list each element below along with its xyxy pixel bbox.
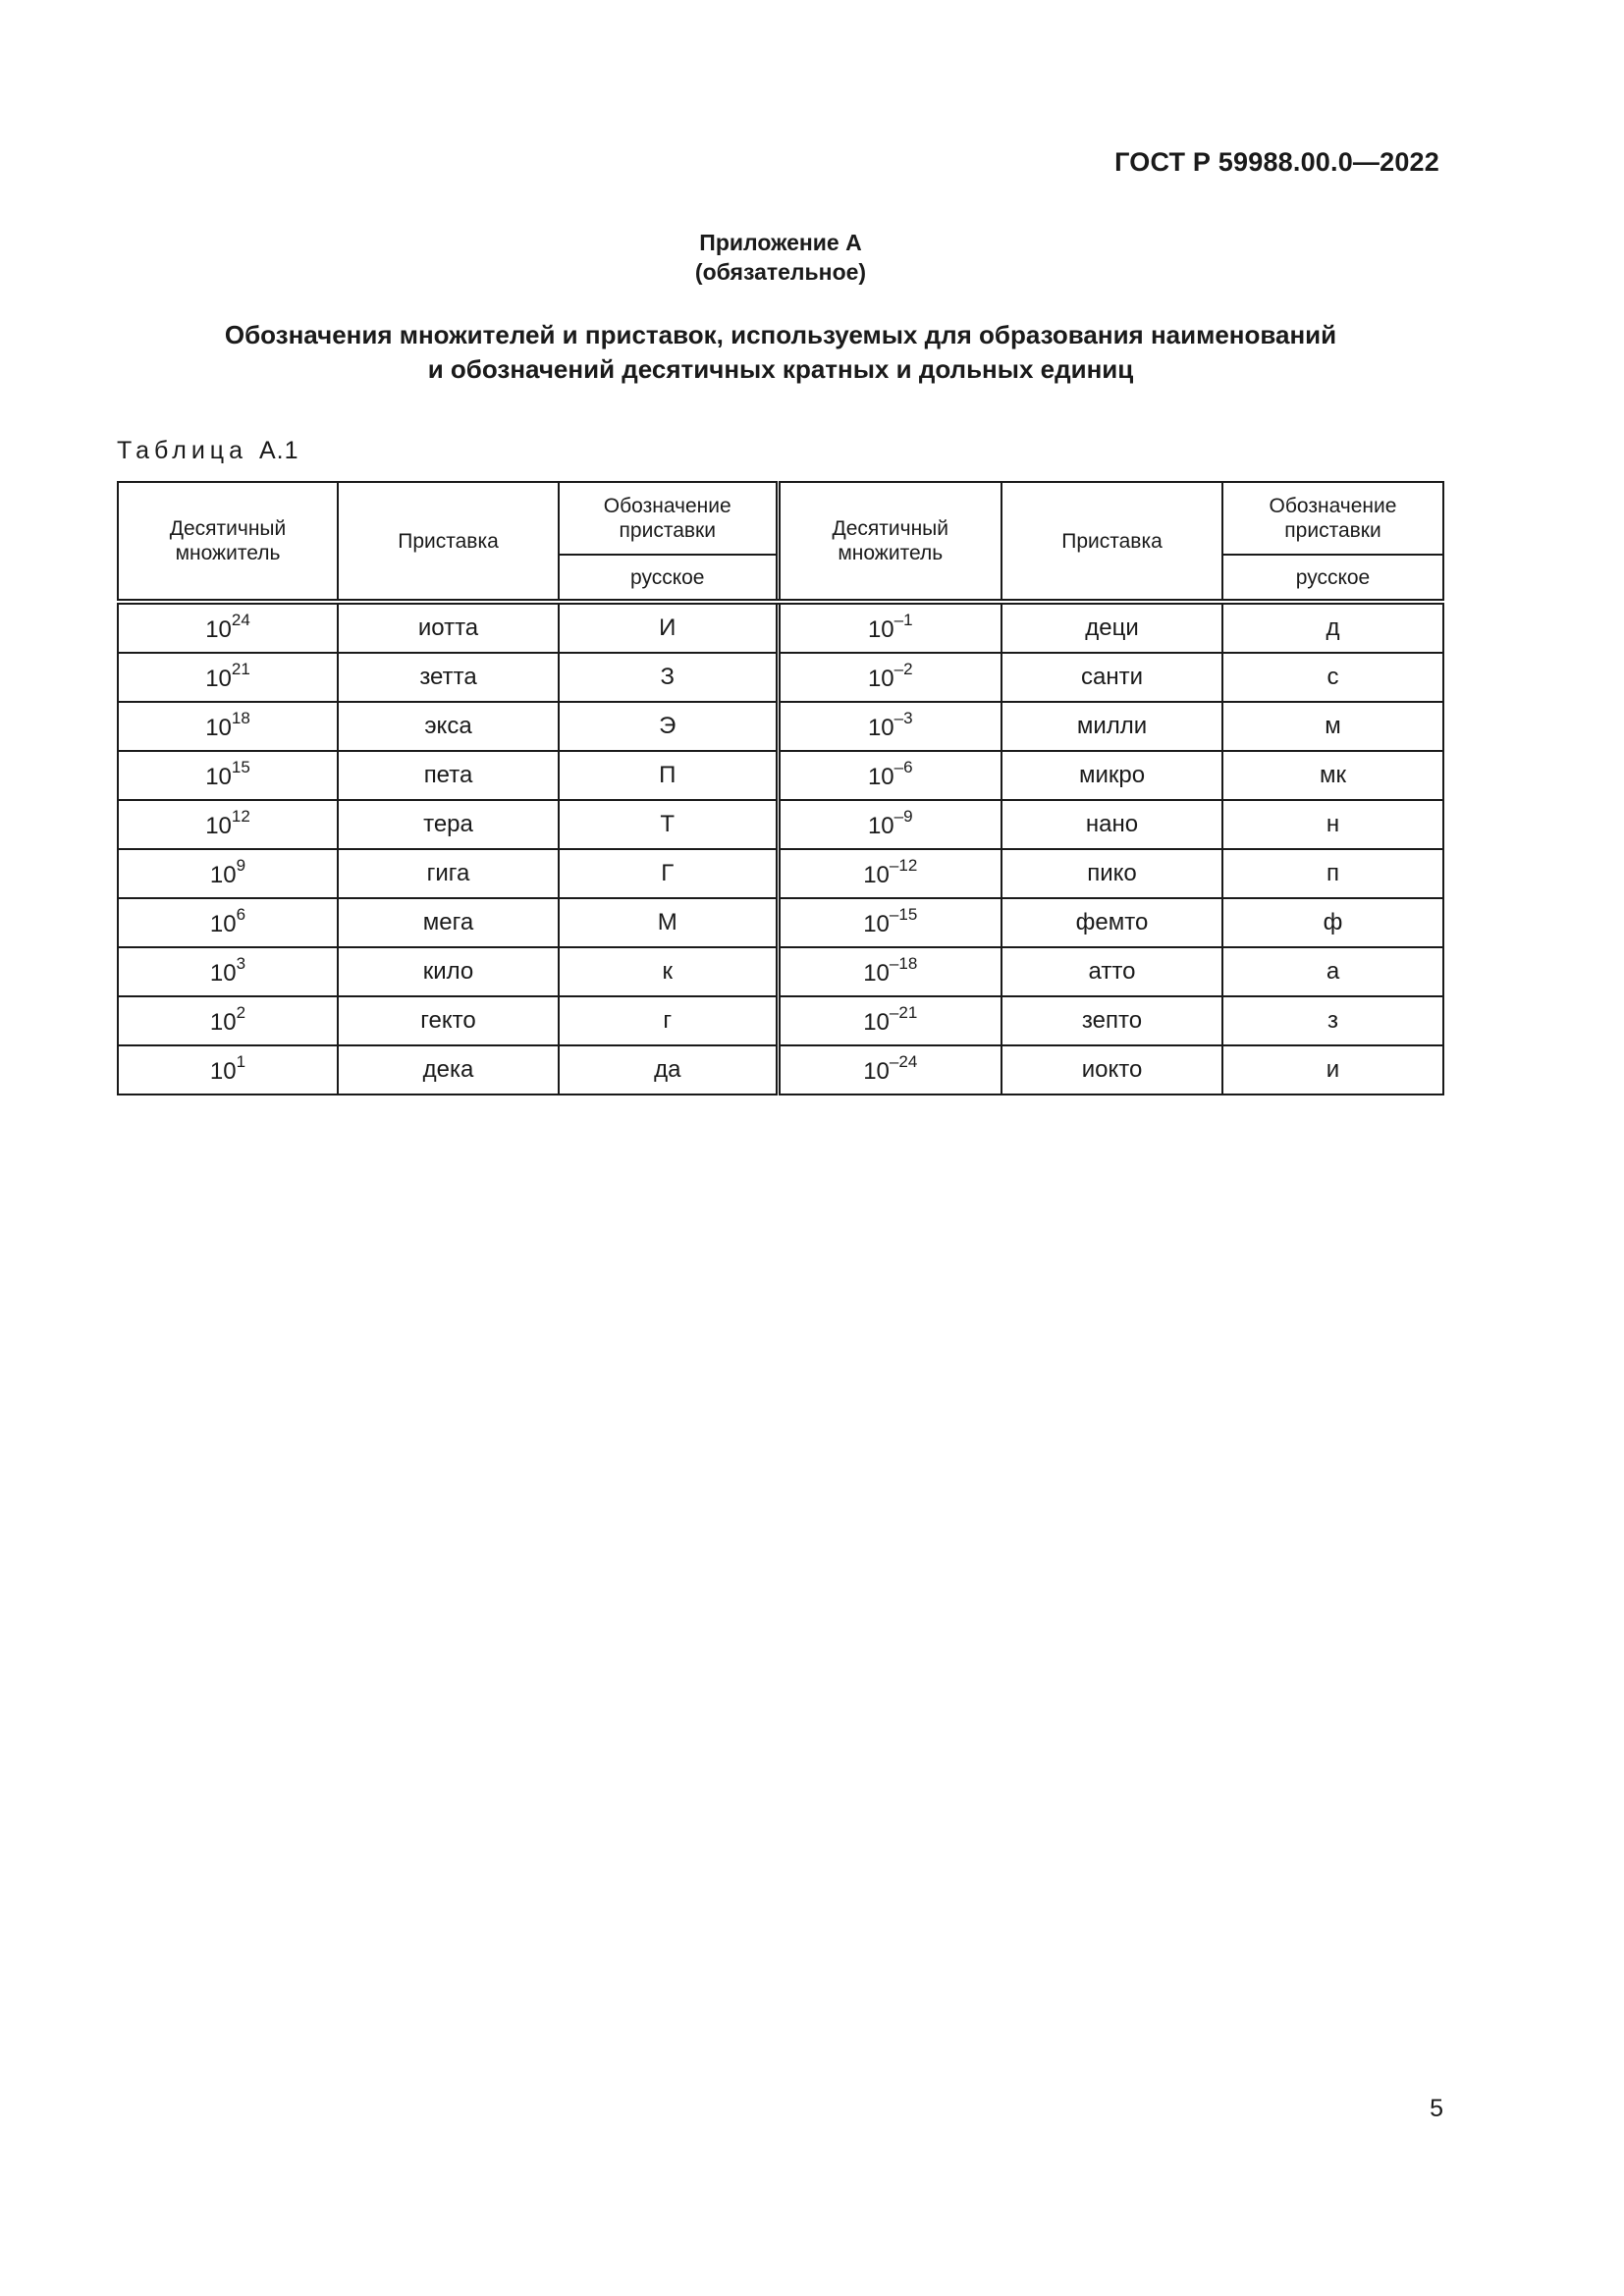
multiplier-exponent: 6: [236, 904, 246, 924]
multiplier-cell: [778, 653, 1001, 702]
multiplier-exponent: 18: [231, 708, 250, 727]
symbol-cell: Э: [559, 702, 778, 751]
document-code: ГОСТ Р 59988.00.0—2022: [1114, 147, 1439, 177]
multiplier-base: 10: [209, 861, 237, 888]
symbol-cell: Т: [559, 800, 778, 849]
multiplier-base: 10: [867, 812, 894, 839]
multiplier-exponent: 1: [236, 1051, 246, 1071]
symbol-cell: г: [559, 996, 778, 1045]
prefix-cell: кило: [338, 947, 559, 996]
multiplier-base: 10: [867, 763, 894, 790]
multiplier-cell: [778, 702, 1001, 751]
prefix-cell: дека: [338, 1045, 559, 1095]
symbol-cell: мк: [1222, 751, 1443, 800]
multiplier-cell: [118, 702, 338, 751]
symbol-cell: М: [559, 898, 778, 947]
prefix-cell: милли: [1001, 702, 1222, 751]
header-prefix: Приставка: [338, 482, 559, 602]
multiplier-exponent: 15: [231, 757, 250, 776]
symbol-cell: З: [559, 653, 778, 702]
multiplier-cell: [778, 898, 1001, 947]
prefix-cell: зетта: [338, 653, 559, 702]
appendix-label: Приложение А: [699, 230, 862, 255]
prefix-cell: гига: [338, 849, 559, 898]
prefix-table: [117, 481, 1444, 1095]
multiplier-exponent: –15: [889, 904, 918, 924]
multiplier-base: 10: [209, 1008, 237, 1036]
multiplier-base: 10: [209, 910, 237, 937]
table-caption-word: Таблица: [117, 437, 248, 464]
multiplier-exponent: 24: [231, 610, 250, 629]
symbol-cell: з: [1222, 996, 1443, 1045]
table-row: [118, 898, 1443, 947]
prefix-cell: тера: [338, 800, 559, 849]
multiplier-base: 10: [863, 910, 890, 937]
table-row: [118, 1045, 1443, 1095]
header-designation: Обозначение приставки: [559, 482, 778, 555]
multiplier-cell: [778, 602, 1001, 653]
symbol-cell: П: [559, 751, 778, 800]
prefix-cell: иокто: [1001, 1045, 1222, 1095]
prefix-cell: атто: [1001, 947, 1222, 996]
table-row: [118, 602, 1443, 653]
prefix-cell: мега: [338, 898, 559, 947]
multiplier-cell: [118, 947, 338, 996]
symbol-cell: ф: [1222, 898, 1443, 947]
page-title: [118, 318, 1443, 387]
table-row: [118, 751, 1443, 800]
multiplier-base: 10: [867, 665, 894, 692]
multiplier-cell: [778, 800, 1001, 849]
appendix-heading: [0, 228, 1561, 287]
prefix-cell: санти: [1001, 653, 1222, 702]
multiplier-exponent: 3: [236, 953, 246, 973]
table-row: [118, 947, 1443, 996]
multiplier-base: 10: [863, 861, 890, 888]
multiplier-base: 10: [205, 714, 232, 741]
multiplier-exponent: –18: [889, 953, 918, 973]
multiplier-cell: [118, 800, 338, 849]
multiplier-exponent: –1: [893, 610, 913, 629]
multiplier-exponent: –2: [893, 659, 913, 678]
prefix-cell: зепто: [1001, 996, 1222, 1045]
multiplier-exponent: 9: [236, 855, 246, 875]
prefix-cell: фемто: [1001, 898, 1222, 947]
multiplier-cell: [118, 602, 338, 653]
symbol-cell: да: [559, 1045, 778, 1095]
multiplier-base: 10: [209, 1057, 237, 1085]
title-line-1: Обозначения множителей и приставок, используемых для образования наименований: [224, 320, 1337, 349]
prefix-cell: экса: [338, 702, 559, 751]
table-row: [118, 702, 1443, 751]
page-number: 5: [1430, 2095, 1443, 2122]
multiplier-exponent: 2: [236, 1002, 246, 1022]
prefix-cell: нано: [1001, 800, 1222, 849]
symbol-cell: И: [559, 602, 778, 653]
symbol-cell: м: [1222, 702, 1443, 751]
prefix-cell: пико: [1001, 849, 1222, 898]
symbol-cell: а: [1222, 947, 1443, 996]
prefix-table-container: [117, 481, 1442, 1095]
prefix-cell: микро: [1001, 751, 1222, 800]
multiplier-exponent: –24: [889, 1051, 918, 1071]
table-row: [118, 996, 1443, 1045]
multiplier-exponent: 21: [231, 659, 250, 678]
multiplier-exponent: –21: [889, 1002, 918, 1022]
table-row: [118, 653, 1443, 702]
symbol-cell: п: [1222, 849, 1443, 898]
multiplier-cell: [118, 1045, 338, 1095]
table-row: [118, 800, 1443, 849]
header-russian: русское: [559, 555, 778, 602]
multiplier-base: 10: [863, 959, 890, 987]
table-caption: [117, 437, 299, 465]
multiplier-base: 10: [205, 812, 232, 839]
header-multiplier: Десятичный множитель: [778, 482, 1001, 602]
multiplier-cell: [778, 849, 1001, 898]
table-body: [118, 602, 1443, 1095]
multiplier-cell: [778, 996, 1001, 1045]
title-line-2: и обозначений десятичных кратных и дольных единиц: [427, 354, 1134, 384]
symbol-cell: к: [559, 947, 778, 996]
multiplier-exponent: –12: [889, 855, 918, 875]
multiplier-cell: [118, 898, 338, 947]
multiplier-base: 10: [867, 615, 894, 643]
prefix-cell: пета: [338, 751, 559, 800]
multiplier-cell: [118, 996, 338, 1045]
multiplier-cell: [118, 849, 338, 898]
symbol-cell: и: [1222, 1045, 1443, 1095]
prefix-cell: гекто: [338, 996, 559, 1045]
prefix-cell: деци: [1001, 602, 1222, 653]
table-row: [118, 849, 1443, 898]
multiplier-base: 10: [209, 959, 237, 987]
multiplier-base: 10: [863, 1008, 890, 1036]
symbol-cell: д: [1222, 602, 1443, 653]
multiplier-cell: [778, 1045, 1001, 1095]
multiplier-exponent: –6: [893, 757, 913, 776]
multiplier-cell: [778, 751, 1001, 800]
multiplier-base: 10: [205, 763, 232, 790]
multiplier-cell: [118, 751, 338, 800]
header-multiplier: Десятичный множитель: [118, 482, 338, 602]
multiplier-cell: [778, 947, 1001, 996]
header-russian: русское: [1222, 555, 1443, 602]
symbol-cell: Г: [559, 849, 778, 898]
table-caption-number: А.1: [258, 437, 299, 464]
multiplier-base: 10: [205, 615, 232, 643]
multiplier-cell: [118, 653, 338, 702]
symbol-cell: н: [1222, 800, 1443, 849]
appendix-status: (обязательное): [694, 259, 867, 285]
multiplier-exponent: –3: [893, 708, 913, 727]
multiplier-exponent: –9: [893, 806, 913, 826]
multiplier-base: 10: [867, 714, 894, 741]
multiplier-base: 10: [205, 665, 232, 692]
prefix-cell: иотта: [338, 602, 559, 653]
symbol-cell: с: [1222, 653, 1443, 702]
header-designation: Обозначение приставки: [1222, 482, 1443, 555]
header-prefix: Приставка: [1001, 482, 1222, 602]
multiplier-exponent: 12: [231, 806, 250, 826]
multiplier-base: 10: [863, 1057, 890, 1085]
